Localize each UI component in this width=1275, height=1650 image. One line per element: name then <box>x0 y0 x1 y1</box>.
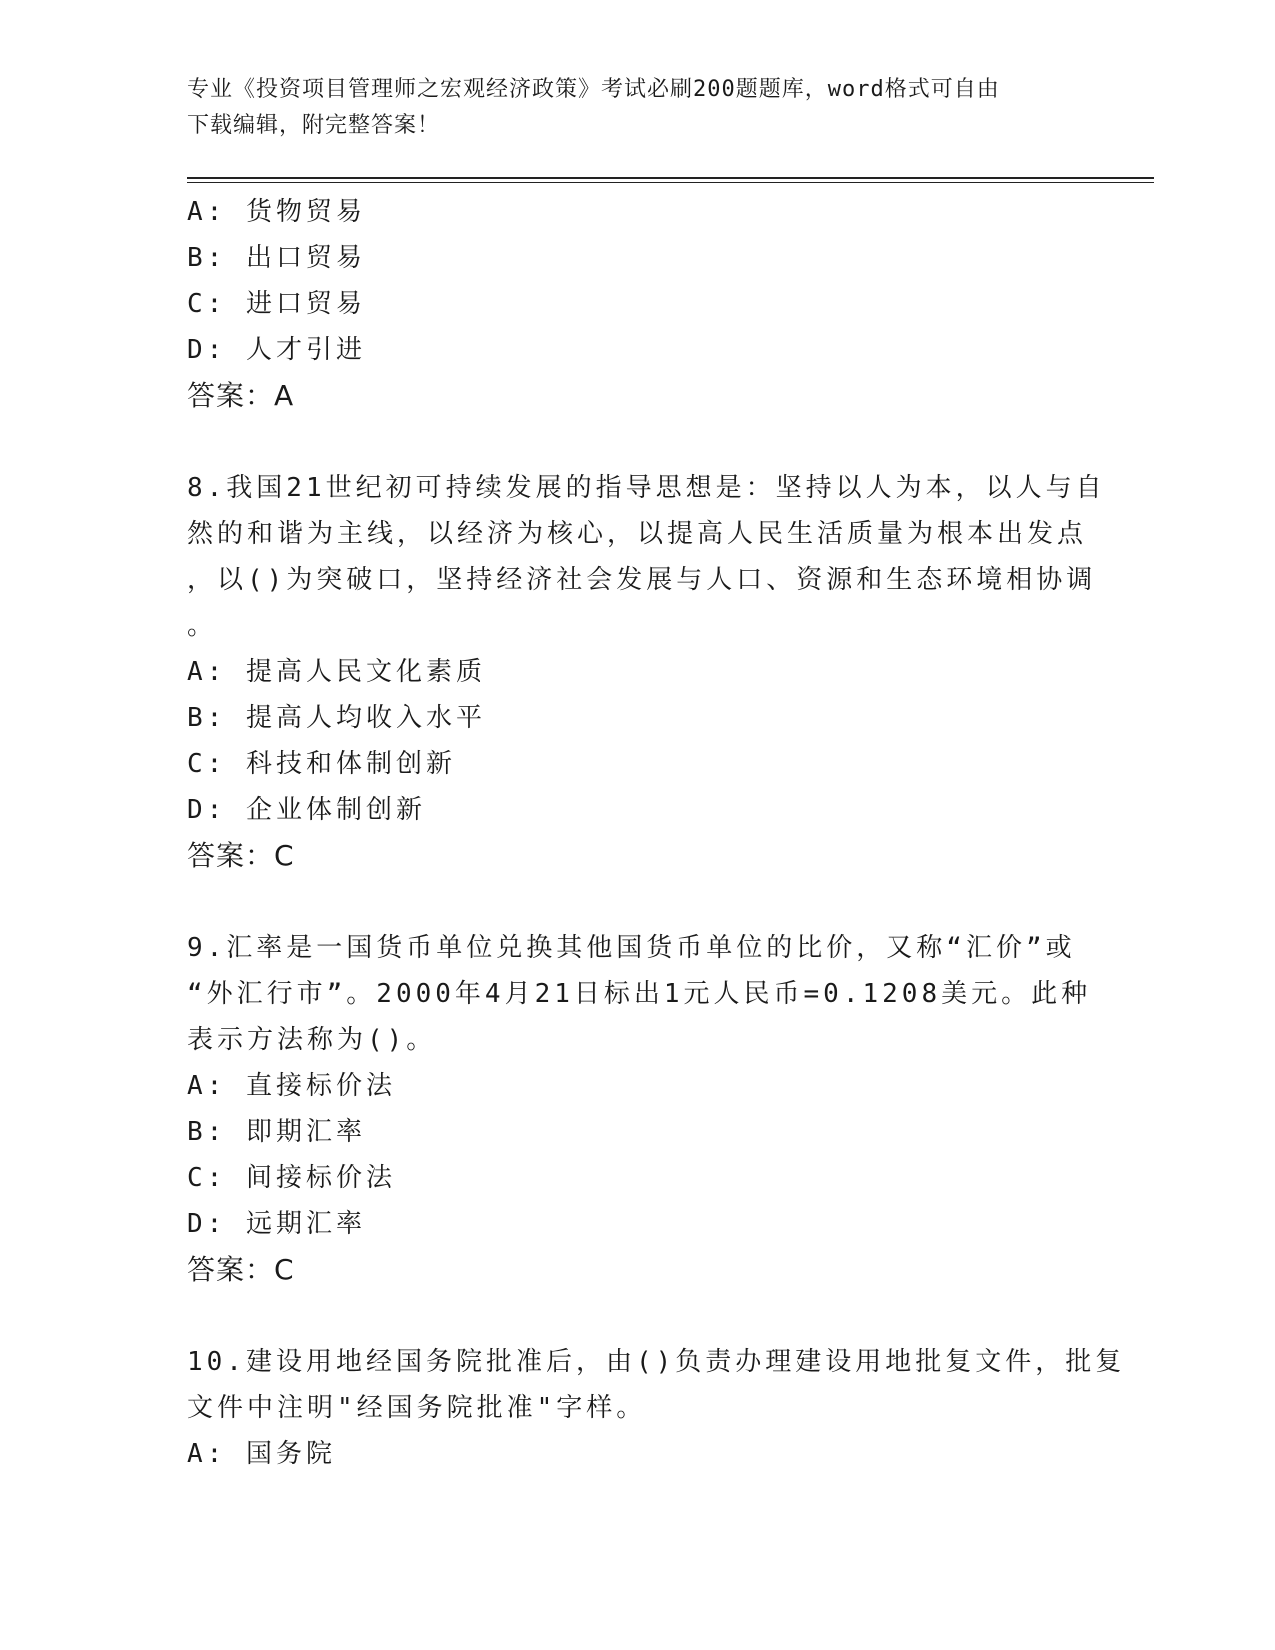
question-text-line: 表示方法称为()。 <box>187 1025 437 1055</box>
option-a: A: 直接标价法 <box>187 1071 396 1101</box>
option-c: C: 科技和体制创新 <box>187 749 456 779</box>
question-text-line: 10.建设用地经国务院批准后，由()负责办理建设用地批复文件，批复 <box>187 1347 1126 1377</box>
question-8 <box>187 465 1106 879</box>
question-list <box>187 189 1126 1477</box>
option-b: B: 提高人均收入水平 <box>187 703 486 733</box>
header-line-1: 专业《投资项目管理师之宏观经济政策》考试必刷200题题库，word格式可自由 <box>187 77 1000 102</box>
option-a: A: 货物贸易 <box>187 197 366 227</box>
answer-label: 答案：C <box>187 839 295 872</box>
question-7-continued <box>187 189 1087 419</box>
question-text-line: 文件中注明"经国务院批准"字样。 <box>187 1393 647 1423</box>
option-d: D: 人才引进 <box>187 335 366 365</box>
question-10 <box>187 1339 1126 1477</box>
option-d: D: 企业体制创新 <box>187 795 426 825</box>
answer-label: 答案：C <box>187 1253 295 1286</box>
option-c: C: 进口贸易 <box>187 289 366 319</box>
header-rule-thin <box>187 182 1154 183</box>
spacer <box>187 879 1087 925</box>
question-text-line: 8.我国21世纪初可持续发展的指导思想是：坚持以人为本，以人与自 <box>187 473 1106 503</box>
option-d: D: 远期汇率 <box>187 1209 366 1239</box>
document-header <box>187 72 1067 144</box>
option-b: B: 出口贸易 <box>187 243 366 273</box>
option-a: A: 国务院 <box>187 1439 336 1469</box>
option-c: C: 间接标价法 <box>187 1163 396 1193</box>
question-text-line: ，以()为突破口，坚持经济社会发展与人口、资源和生态环境相协调 <box>187 565 1097 595</box>
question-text-line: 然的和谐为主线，以经济为核心，以提高人民生活质量为根本出发点 <box>187 519 1088 549</box>
spacer <box>187 1293 1087 1339</box>
header-line-2: 下载编辑，附完整答案！ <box>187 113 441 138</box>
spacer <box>187 419 1087 465</box>
header-rule-thick <box>187 177 1154 179</box>
question-text-line: 9.汇率是一国货币单位兑换其他国货币单位的比价，又称“汇价”或 <box>187 933 1076 963</box>
option-b: B: 即期汇率 <box>187 1117 366 1147</box>
question-9 <box>187 925 1092 1293</box>
question-text-line: 。 <box>187 611 218 641</box>
answer-label: 答案：A <box>187 379 295 412</box>
question-text-line: “外汇行市”。2000年4月21日标出1元人民币=0.1208美元。此种 <box>187 979 1092 1009</box>
option-a: A: 提高人民文化素质 <box>187 657 486 687</box>
